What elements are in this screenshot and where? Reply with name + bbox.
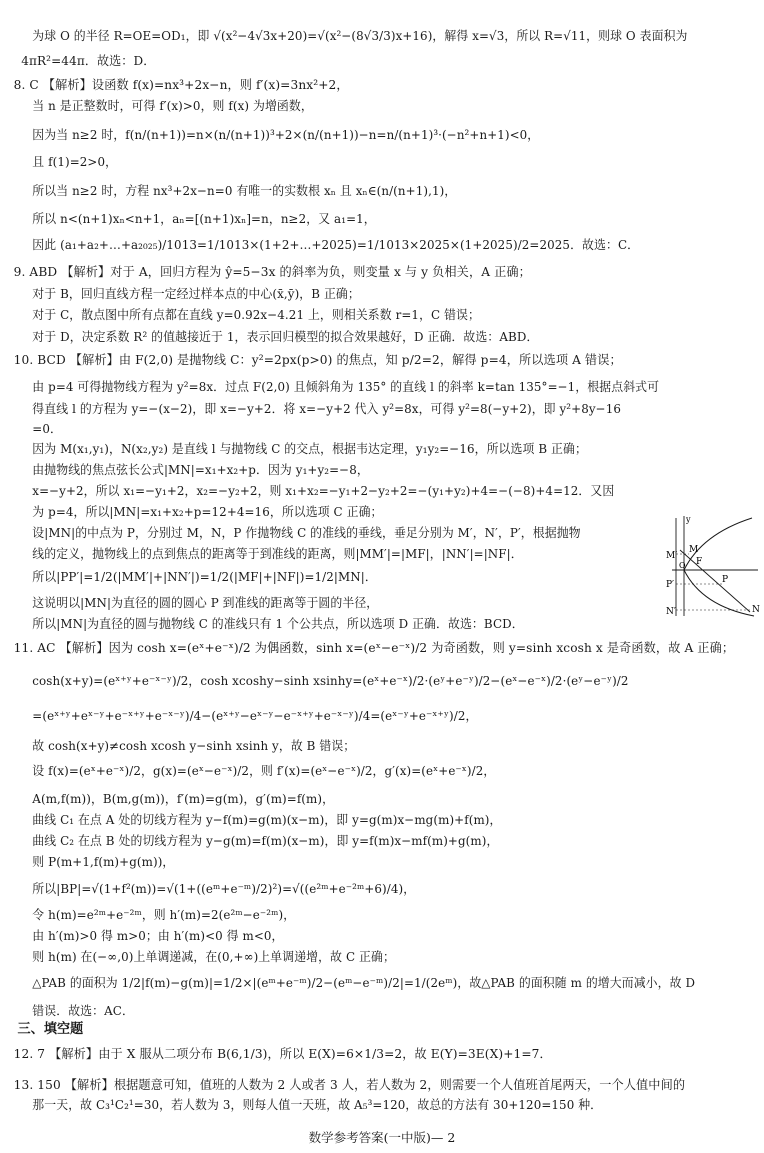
text-line: =(eˣ⁺ʸ+eˣ⁻ʸ+e⁻ˣ⁺ʸ+e⁻ˣ⁻ʸ)/4−(eˣ⁺ʸ−eˣ⁻ʸ−e⁻ˣ⁺ʸ+e⁻ˣ⁻ʸ)/4=(eˣ⁻ʸ+e⁻ˣ⁺ʸ)/2， [32, 708, 478, 723]
label-f: F [696, 557, 703, 567]
text-line: 为 p=4，所以|MN|=x₁+x₂+p=12+4=16，所以选项 C 正确； [32, 504, 383, 519]
text-line: A(m,f(m))，B(m,g(m))，f′(m)=g(m)，g′(m)=f(m)， [32, 791, 335, 806]
text-line: 由 h′(m)>0 得 m>0；由 h′(m)<0 得 m<0， [32, 928, 284, 943]
parabola-figure [666, 512, 764, 620]
text-line: 因为 M(x₁,y₁)，N(x₂,y₂) 是直线 l 与抛物线 C 的交点，根据韦达定理，y₁y₂=−16，所以选项 B 正确； [32, 441, 587, 456]
text-line: cosh(x+y)=(eˣ⁺ʸ+e⁻ˣ⁻ʸ)/2，cosh xcoshy−sinh xsinhy=(eˣ+e⁻ˣ)/2·(eʸ+e⁻ʸ)/2−(eˣ−e⁻ˣ)/2·(eʸ−e⁻ʸ)/2 [32, 673, 629, 688]
problem-10-heading: 10. BCD 【解析】由 F(2,0) 是抛物线 C：y²=2px(p>0) 的焦点，知 p/2=2，解得 p=4，所以选项 A 错误； [13, 352, 622, 367]
text-line: 对于 B，回归直线方程一定经过样本点的中心(x̄,ȳ)，B 正确； [32, 286, 360, 301]
text-line: 为球 O 的半径 R=OE=OD₁，即 √(x²−4√3x+20)=√(x²−(8√3/3)x+16)，解得 x=√3，所以 R=√11，则球 O 表面积为 [32, 28, 688, 43]
label-m-prime: M′ [666, 551, 678, 561]
label-m: M [689, 545, 699, 555]
text-line: 设 f(x)=(eˣ+e⁻ˣ)/2，g(x)=(eˣ−e⁻ˣ)/2，则 f′(x)=(eˣ−e⁻ˣ)/2，g′(x)=(eˣ+e⁻ˣ)/2， [32, 763, 496, 778]
problem-11-heading: 11. AC 【解析】因为 cosh x=(eˣ+e⁻ˣ)/2 为偶函数，sinh x=(eˣ−e⁻ˣ)/2 为奇函数，则 y=sinh xcosh x 是奇函数，故 A 正确； [13, 640, 735, 655]
text-line: 这说明以|MN|为直径的圆的圆心 P 到准线的距离等于圆的半径， [32, 595, 379, 610]
label-p: P [722, 575, 729, 585]
text-line: 那一天，故 C₃¹C₂¹=30，若人数为 3，则每人值一天班，故 A₅³=120，故总的方法有 30+120=150 种． [32, 1097, 603, 1112]
text-line: 由抛物线的焦点弦长公式|MN|=x₁+x₂+p．因为 y₁+y₂=−8， [32, 462, 369, 477]
text-line: =0． [32, 421, 62, 436]
problem-12-heading: 12. 7 【解析】由于 X 服从二项分布 B(6,1/3)，所以 E(X)=6×1/3=2，故 E(Y)=3E(X)+1=7． [13, 1046, 552, 1061]
text-line: 错误．故选：AC． [32, 1003, 134, 1018]
label-p-prime: P′ [666, 580, 675, 590]
label-n-prime: N′ [666, 607, 676, 617]
label-o: O [679, 561, 686, 570]
text-line: x=−y+2，所以 x₁=−y₁+2，x₂=−y₂+2，则 x₁+x₂=−y₁+2−y₂+2=−(y₁+y₂)+4=−(−8)+4=12．又因 [32, 483, 615, 498]
text-line: △PAB 的面积为 1/2|f(m)−g(m)|=1/2×|(eᵐ+e⁻ᵐ)/2−(eᵐ−e⁻ᵐ)/2|=1/(2eᵐ)，故△PAB 的面积随 m 的增大而减小，故 D [32, 975, 696, 990]
text-line: 4πR²=44π．故选：D． [21, 53, 156, 68]
text-line: 且 f(1)=2>0， [32, 154, 118, 169]
text-line: 所以|BP|=√(1+f²(m))=√(1+((eᵐ+e⁻ᵐ)/2)²)=√((e²ᵐ+e⁻²ᵐ+6)/4)， [32, 881, 416, 896]
text-line: 则 P(m+1,f(m)+g(m))， [32, 854, 175, 869]
text-line: 故 cosh(x+y)≠cosh xcosh y−sinh xsinh y，故 B 错误； [32, 738, 356, 753]
text-line: 曲线 C₁ 在点 A 处的切线方程为 y−f(m)=g(m)(x−m)，即 y=g(m)x−mg(m)+f(m)， [32, 812, 502, 827]
text-line: 对于 C，散点图中所有点都在直线 y=0.92x−4.21 上，则相关系数 r=1，C 错误； [32, 307, 480, 322]
text-line: 得直线 l 的方程为 y=−(x−2)，即 x=−y+2．将 x=−y+2 代入 y²=8x，可得 y²=8(−y+2)，即 y²+8y−16 [32, 401, 622, 416]
page-footer: 数学参考答案(一中版)— 2 [308, 1130, 456, 1145]
problem-9-heading: 9. ABD 【解析】对于 A，回归方程为 ŷ=5−3x 的斜率为负，则变量 x 与 y 负相关，A 正确； [13, 264, 531, 279]
problem-8-heading: 8. C 【解析】设函数 f(x)=nx³+2x−n，则 f′(x)=3nx²+2， [13, 77, 349, 92]
parabola-curve [684, 518, 754, 616]
text-line: 因为当 n≥2 时，f(n/(n+1))=n×(n/(n+1))³+2×(n/(n+1))−n=n/(n+1)³·(−n²+n+1)<0， [32, 127, 540, 142]
text-line: 则 h(m) 在(−∞,0)上单调递减，在(0,+∞)上单调递增，故 C 正确； [32, 949, 395, 964]
text-line: 所以 n<(n+1)xₙ<n+1，aₙ=[(n+1)xₙ]=n，n≥2，又 a₁=1， [32, 211, 376, 226]
problem-13-heading: 13. 150 【解析】根据题意可知，值班的人数为 2 人或者 3 人，若人数为 2，则需要一个人值班首尾两天，一个人值中间的 [13, 1077, 686, 1092]
text-line: 由 p=4 可得抛物线方程为 y²=8x．过点 F(2,0) 且倾斜角为 135° 的直线 l 的斜率 k=tan 135°=−1，根据点斜式可 [32, 379, 660, 394]
text-line: 对于 D，决定系数 R² 的值越接近于 1，表示回归模型的拟合效果越好，D 正确．故选：ABD． [32, 329, 539, 344]
text-line: 当 n 是正整数时，可得 f′(x)>0，则 f(x) 为增函数， [32, 98, 313, 113]
text-line: 所以|PP′|=1/2(|MM′|+|NN′|)=1/2(|MF|+|NF|)=1/2|MN|． [32, 569, 377, 584]
text-line: 设|MN|的中点为 P，分别过 M，N，P 作抛物线 C 的准线的垂线，垂足分别为 M′，N′，P′，根据抛物 [32, 525, 581, 540]
text-line: 令 h(m)=e²ᵐ+e⁻²ᵐ，则 h′(m)=2(e²ᵐ−e⁻²ᵐ)， [32, 907, 296, 922]
text-line: 所以当 n≥2 时，方程 nx³+2x−n=0 有唯一的实数根 xₙ 且 xₙ∈(n/(n+1),1)， [32, 183, 457, 198]
text-line: 所以|MN|为直径的圆与抛物线 C 的准线只有 1 个公共点，所以选项 D 正确．故选：BCD． [32, 616, 524, 631]
label-n: N [752, 605, 760, 615]
section-heading-fill-in: 三、填空题 [17, 1021, 84, 1037]
text-line: 因此 (a₁+a₂+…+a₂₀₂₅)/1013=1/1013×(1+2+…+2025)=1/1013×2025×(1+2025)/2=2025．故选：C． [32, 237, 640, 252]
label-y: y [686, 515, 691, 524]
text-line: 曲线 C₂ 在点 B 处的切线方程为 y−g(m)=f(m)(x−m)，即 y=f(m)x−mf(m)+g(m)， [32, 833, 499, 848]
text-line: 线的定义，抛物线上的点到焦点的距离等于到准线的距离，则|MM′|=|MF|，|NN′|=|NF|． [32, 546, 523, 561]
